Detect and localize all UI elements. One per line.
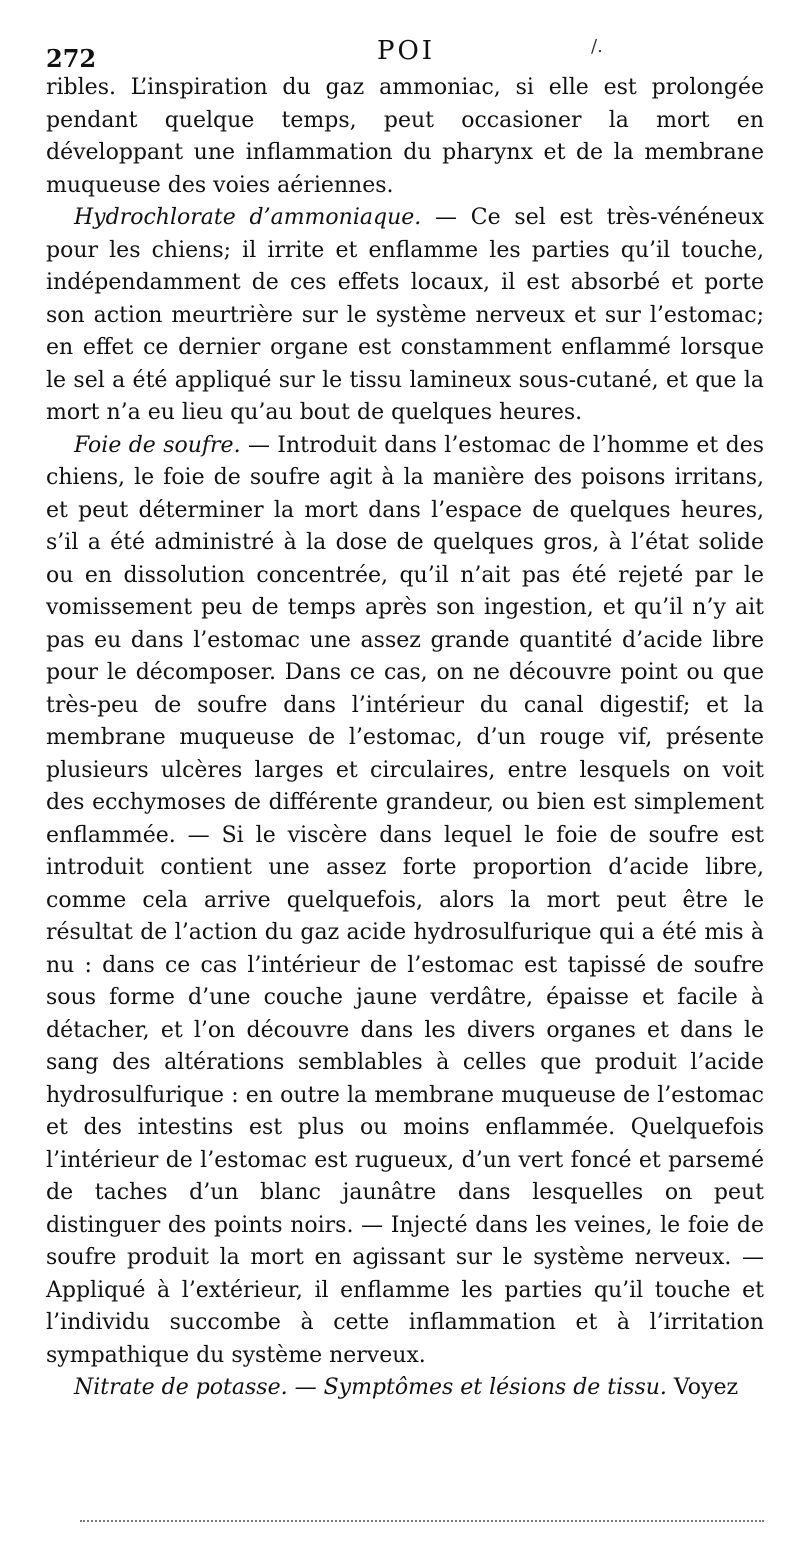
paragraph-text: Voyez (666, 1375, 739, 1400)
paragraph-text: ribles. L’inspiration du gaz ammoniac, si elle est prolongée pendant quelque temps, peut occasioner la mort en développant une inflammation du pharynx et de la membrane muqueuse des voies aériennes. (46, 75, 764, 198)
entry-term: Foie de soufre. (74, 432, 241, 458)
page-number: 272 (46, 44, 97, 73)
entry-term: Nitrate de potasse. — Symptômes et lésions de tissu. (74, 1375, 667, 1400)
page-header (46, 36, 766, 72)
running-head: POI (376, 36, 436, 66)
body-text (46, 72, 764, 1405)
corner-mark: /. (591, 36, 603, 57)
paragraph-text: — Ce sel est très-vénéneux pour les chiens; il irrite et enflamme les parties qu’il touche, indépendamment de ces effets locaux, il est absorbé et porte son action meurtrière sur le système nerveux et sur l’estomac; en effet ce dernier organe est constamment enflammé lorsque le sel a été appliqué sur le tissu lamineux sous-cutané, et que la mort n’a eu lieu qu’au bout de quelques heures. (46, 205, 764, 425)
paragraph-text: — Introduit dans l’estomac de l’homme et des chiens, le foie de soufre agit à la manière des poisons irritans, et peut déterminer la mort dans l’espace de quelques heures, s’il a été administré à la dose de quelques gros, à l’état solide ou en dissolution concentrée, qu’il n’ait pas été rejeté par le vomissement peu de temps après son ingestion, et qu’il n’y ait pas eu dans l’estomac une assez grande quantité d’acide libre pour le décomposer. Dans ce cas, on ne découvre point ou que très-peu de soufre dans l’intérieur du canal digestif; et la membrane muqueuse de l’estomac, d’un rouge vif, présente plusieurs ulcères larges et circulaires, entre lesquels on voit des ecchymoses de différente grandeur, ou bien est simplement enflammée. — Si le viscère dans lequel le foie de soufre est introduit contient une assez forte proportion d’acide libre, comme cela arrive quelquefois, alors la mort peut être le résultat de l’action du gaz acide hydrosulfurique qui a été mis à nu : dans ce cas l’intérieur de l’estomac est tapissé de soufre sous forme d’une couche jaune verdâtre, épaisse et facile à détacher, et l’on découvre dans les divers organes et dans le sang des altérations semblables à celles que produit l’acide hydrosulfurique : en outre la membrane muqueuse de l’estomac et des intestins est plus ou moins enflammée. Quelquefois l’intérieur de l’estomac est rugueux, d’un vert foncé et parsemé de taches d’un blanc jaunâtre dans lesquelles on peut distinguer des points noirs. — Injecté dans les veines, le foie de soufre produit la mort en agissant sur le système nerveux. — Appliqué à l’extérieur, il enflamme les parties qu’il touche et l’individu succombe à cette inflammation et à l’irritation sympathique du système nerveux. (46, 432, 764, 1368)
paragraph-foie-de-soufre (46, 430, 764, 1373)
entry-term: Hydrochlorate d’ammoniaque. (74, 205, 422, 230)
paragraph-continuation (46, 72, 764, 202)
paragraph-nitrate (46, 1372, 764, 1405)
footer-rule (80, 1520, 764, 1522)
paragraph-hydrochlorate (46, 202, 764, 430)
